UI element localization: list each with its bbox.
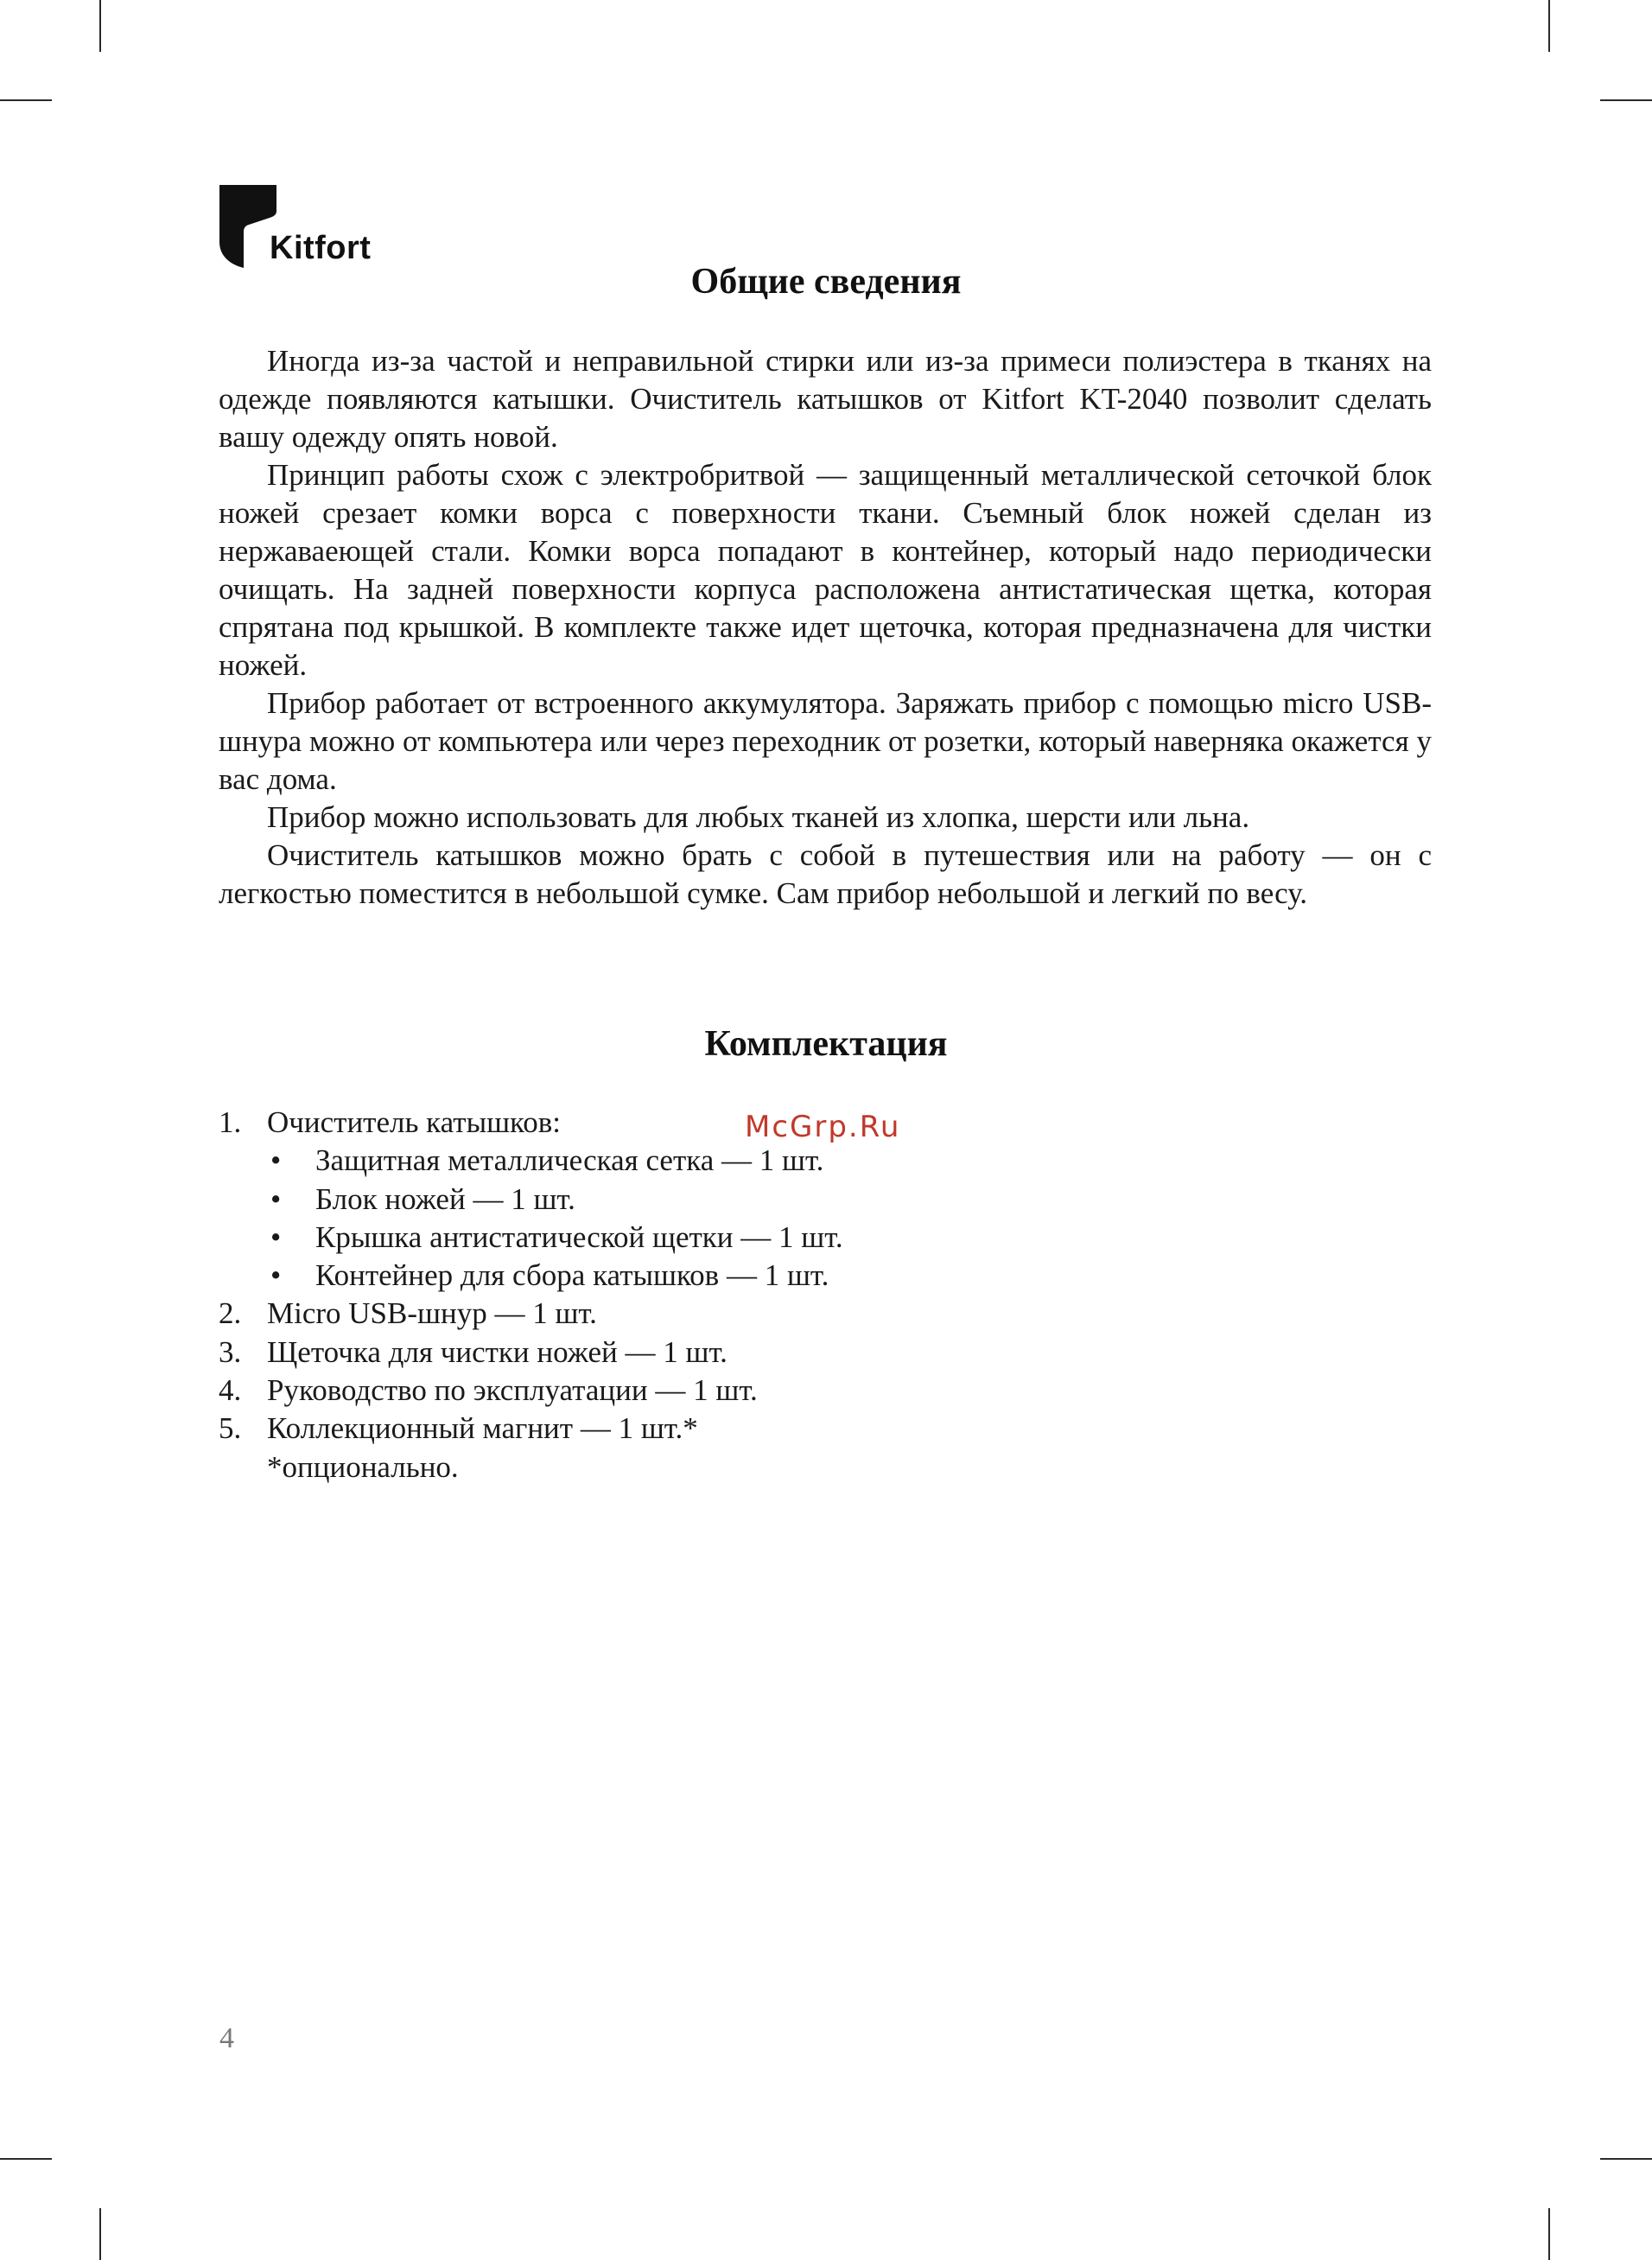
section-title-kit: Комплектация (704, 1024, 948, 1064)
crop-mark-top-right (1548, 0, 1550, 52)
list-subitem-text: Блок ножей — 1 шт. (315, 1181, 575, 1216)
list-subitem-text: Контейнер для сбора катышков — 1 шт. (315, 1258, 829, 1293)
section-title-general: Общие сведения (690, 262, 962, 302)
bullet-icon: • (270, 1219, 282, 1254)
list-item-text: Коллекционный магнит — 1 шт.* (267, 1411, 698, 1446)
logo-text: Kitfort (270, 230, 372, 266)
list-item-number: 5. (219, 1411, 242, 1446)
list-item-text: Micro USB-шнур — 1 шт. (267, 1296, 597, 1331)
kit-list (219, 1104, 996, 1487)
list-item-number: 4. (219, 1373, 242, 1408)
crop-mark-right-top (1600, 99, 1652, 101)
page-number: 4 (219, 2022, 234, 2054)
list-item (219, 1372, 996, 1410)
crop-mark-left-bottom (0, 2158, 52, 2160)
crop-mark-bottom-right (1548, 2208, 1550, 2260)
list-item-number: 1. (219, 1105, 242, 1139)
paragraph: Прибор работает от встроенного аккумулятора. Заряжать прибор с помощью micro USB-шнура можно от компьютера или через переходник от розетки, который наверняка окажется у вас дома. (219, 686, 1432, 796)
paragraph: Прибор можно использовать для любых тканей из хлопка, шерсти или льна. (267, 800, 1250, 834)
list-subitem-text: Защитная металлическая сетка — 1 шт. (315, 1143, 824, 1178)
list-item-number: 2. (219, 1296, 242, 1331)
crop-mark-right-bottom (1600, 2158, 1652, 2160)
bullet-icon: • (270, 1143, 282, 1178)
list-item (219, 1410, 996, 1448)
list-item-text: Руководство по эксплуатации — 1 шт. (267, 1373, 758, 1408)
list-item (219, 1334, 996, 1372)
paragraph: Очиститель катышков можно брать с собой в путешествия или на работу — он с легкостью поместится в небольшой сумке. Сам прибор небольшой и легкий по весу. (219, 838, 1432, 910)
list-subitem (219, 1219, 996, 1257)
general-body (219, 342, 1432, 913)
list-item-text: Щеточка для чистки ножей — 1 шт. (267, 1334, 728, 1369)
paragraph: Принцип работы схож с электробритвой — защищенный металлической сеточкой блок ножей срезает комки ворса с поверхности ткани. Съемный блок ножей сделан из нержаваеющей стали. Комки ворса попадают в контейнер, который надо периодически очищать. На задней поверхности корпуса расположена антистатическая щетка, которая спрятана под крышкой. В комплекте также идет щеточка, которая предназначена для чистки ножей. (219, 458, 1432, 682)
crop-mark-left-top (0, 99, 52, 101)
list-subitem-text: Крышка антистатической щетки — 1 шт. (315, 1219, 843, 1254)
list-item-number: 3. (219, 1334, 242, 1369)
crop-mark-bottom-left (99, 2208, 101, 2260)
kitfort-logo (219, 185, 384, 271)
list-item (219, 1295, 996, 1333)
paragraph: Иногда из-за частой и неправильной стирки или из-за примеси полиэстера в тканях на одежде появляются катышки. Очиститель катышков от Kitfort KT-2040 позволит сделать вашу одежду опять новой. (219, 344, 1432, 454)
list-subitem (219, 1142, 996, 1180)
list-subitem (219, 1257, 996, 1295)
bullet-icon: • (270, 1181, 282, 1216)
list-subitem (219, 1181, 996, 1219)
bullet-icon: • (270, 1258, 282, 1293)
watermark: McGrp.Ru (745, 1110, 901, 1144)
crop-mark-top-left (99, 0, 101, 52)
list-item-text: Очиститель катышков: (267, 1105, 562, 1139)
kit-footnote: *опционально. (267, 1449, 459, 1484)
